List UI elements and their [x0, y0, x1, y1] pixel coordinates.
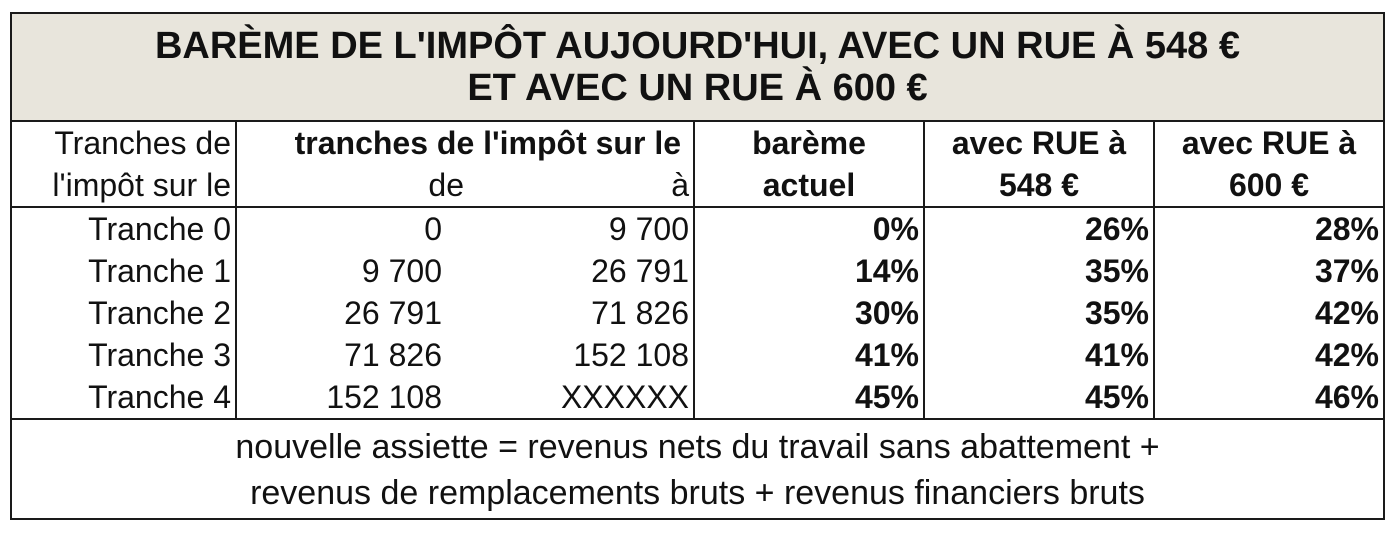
header-from: de: [236, 164, 464, 207]
table-row: [12, 292, 1383, 334]
tranche-from: 0: [424, 211, 442, 247]
header-col5-line2: 600 €: [1154, 164, 1383, 207]
header-col4-line1: avec RUE à: [924, 122, 1154, 164]
header-col3-line1: barème: [694, 122, 924, 164]
tranche-from: 9 700: [361, 253, 442, 289]
header-col4-line2: 548 €: [924, 164, 1154, 207]
header-row-1: [12, 122, 1383, 164]
header-row-2: [12, 164, 1383, 207]
table-row: [12, 207, 1383, 250]
rate-rue-548: 41%: [924, 334, 1154, 376]
rate-rue-548: 45%: [924, 376, 1154, 418]
rate-current: 0%: [694, 207, 924, 250]
tranche-from: 26 791: [344, 295, 442, 331]
tranche-from: 152 108: [326, 379, 442, 415]
header-col3-line2: actuel: [694, 164, 924, 207]
table-footer-note: [12, 418, 1383, 518]
tranche-label: Tranche 4: [12, 376, 236, 418]
tranche-to: 152 108: [464, 334, 694, 376]
header-col1-line1: Tranches de: [12, 122, 236, 164]
table-row: [12, 334, 1383, 376]
rate-rue-600: 42%: [1314, 295, 1379, 331]
tax-table-frame: [10, 12, 1385, 520]
rate-current: 45%: [694, 376, 924, 418]
table-row: [12, 376, 1383, 418]
tranche-to: XXXXXX: [464, 376, 694, 418]
rate-rue-548: 26%: [924, 207, 1154, 250]
rate-rue-548: 35%: [924, 250, 1154, 292]
rate-rue-600: 28%: [1314, 211, 1379, 247]
rate-rue-548: 35%: [924, 292, 1154, 334]
rate-rue-600: 46%: [1314, 379, 1379, 415]
tranche-label: Tranche 1: [12, 250, 236, 292]
tranche-from: 71 826: [344, 337, 442, 373]
title-line-1: BARÈME DE L'IMPÔT AUJOURD'HUI, AVEC UN RUE À 548 €: [154, 25, 1241, 67]
footer-line-2: revenus de remplacements bruts + revenus financiers bruts: [250, 474, 1145, 512]
rate-rue-600: 37%: [1314, 253, 1379, 289]
rate-current: 30%: [694, 292, 924, 334]
header-col2-line1: tranches de l'impôt sur le: [236, 122, 694, 164]
table-title: [12, 14, 1383, 122]
tranche-label: Tranche 0: [12, 207, 236, 250]
rate-current: 41%: [694, 334, 924, 376]
table-row: [12, 250, 1383, 292]
footer-line-1: nouvelle assiette = revenus nets du travail sans abattement +: [235, 428, 1160, 466]
tranche-to: 9 700: [464, 207, 694, 250]
tranche-to: 71 826: [464, 292, 694, 334]
tranche-to: 26 791: [464, 250, 694, 292]
header-col1-line2: l'impôt sur le: [12, 164, 236, 207]
rate-current: 14%: [694, 250, 924, 292]
tranche-label: Tranche 3: [12, 334, 236, 376]
title-line-2: ET AVEC UN RUE À 600 €: [467, 67, 928, 109]
header-col5-line1: avec RUE à: [1181, 125, 1357, 161]
tranche-label: Tranche 2: [12, 292, 236, 334]
rate-rue-600: 42%: [1314, 337, 1379, 373]
header-to: à: [464, 164, 694, 207]
tax-brackets-table: [12, 122, 1383, 418]
